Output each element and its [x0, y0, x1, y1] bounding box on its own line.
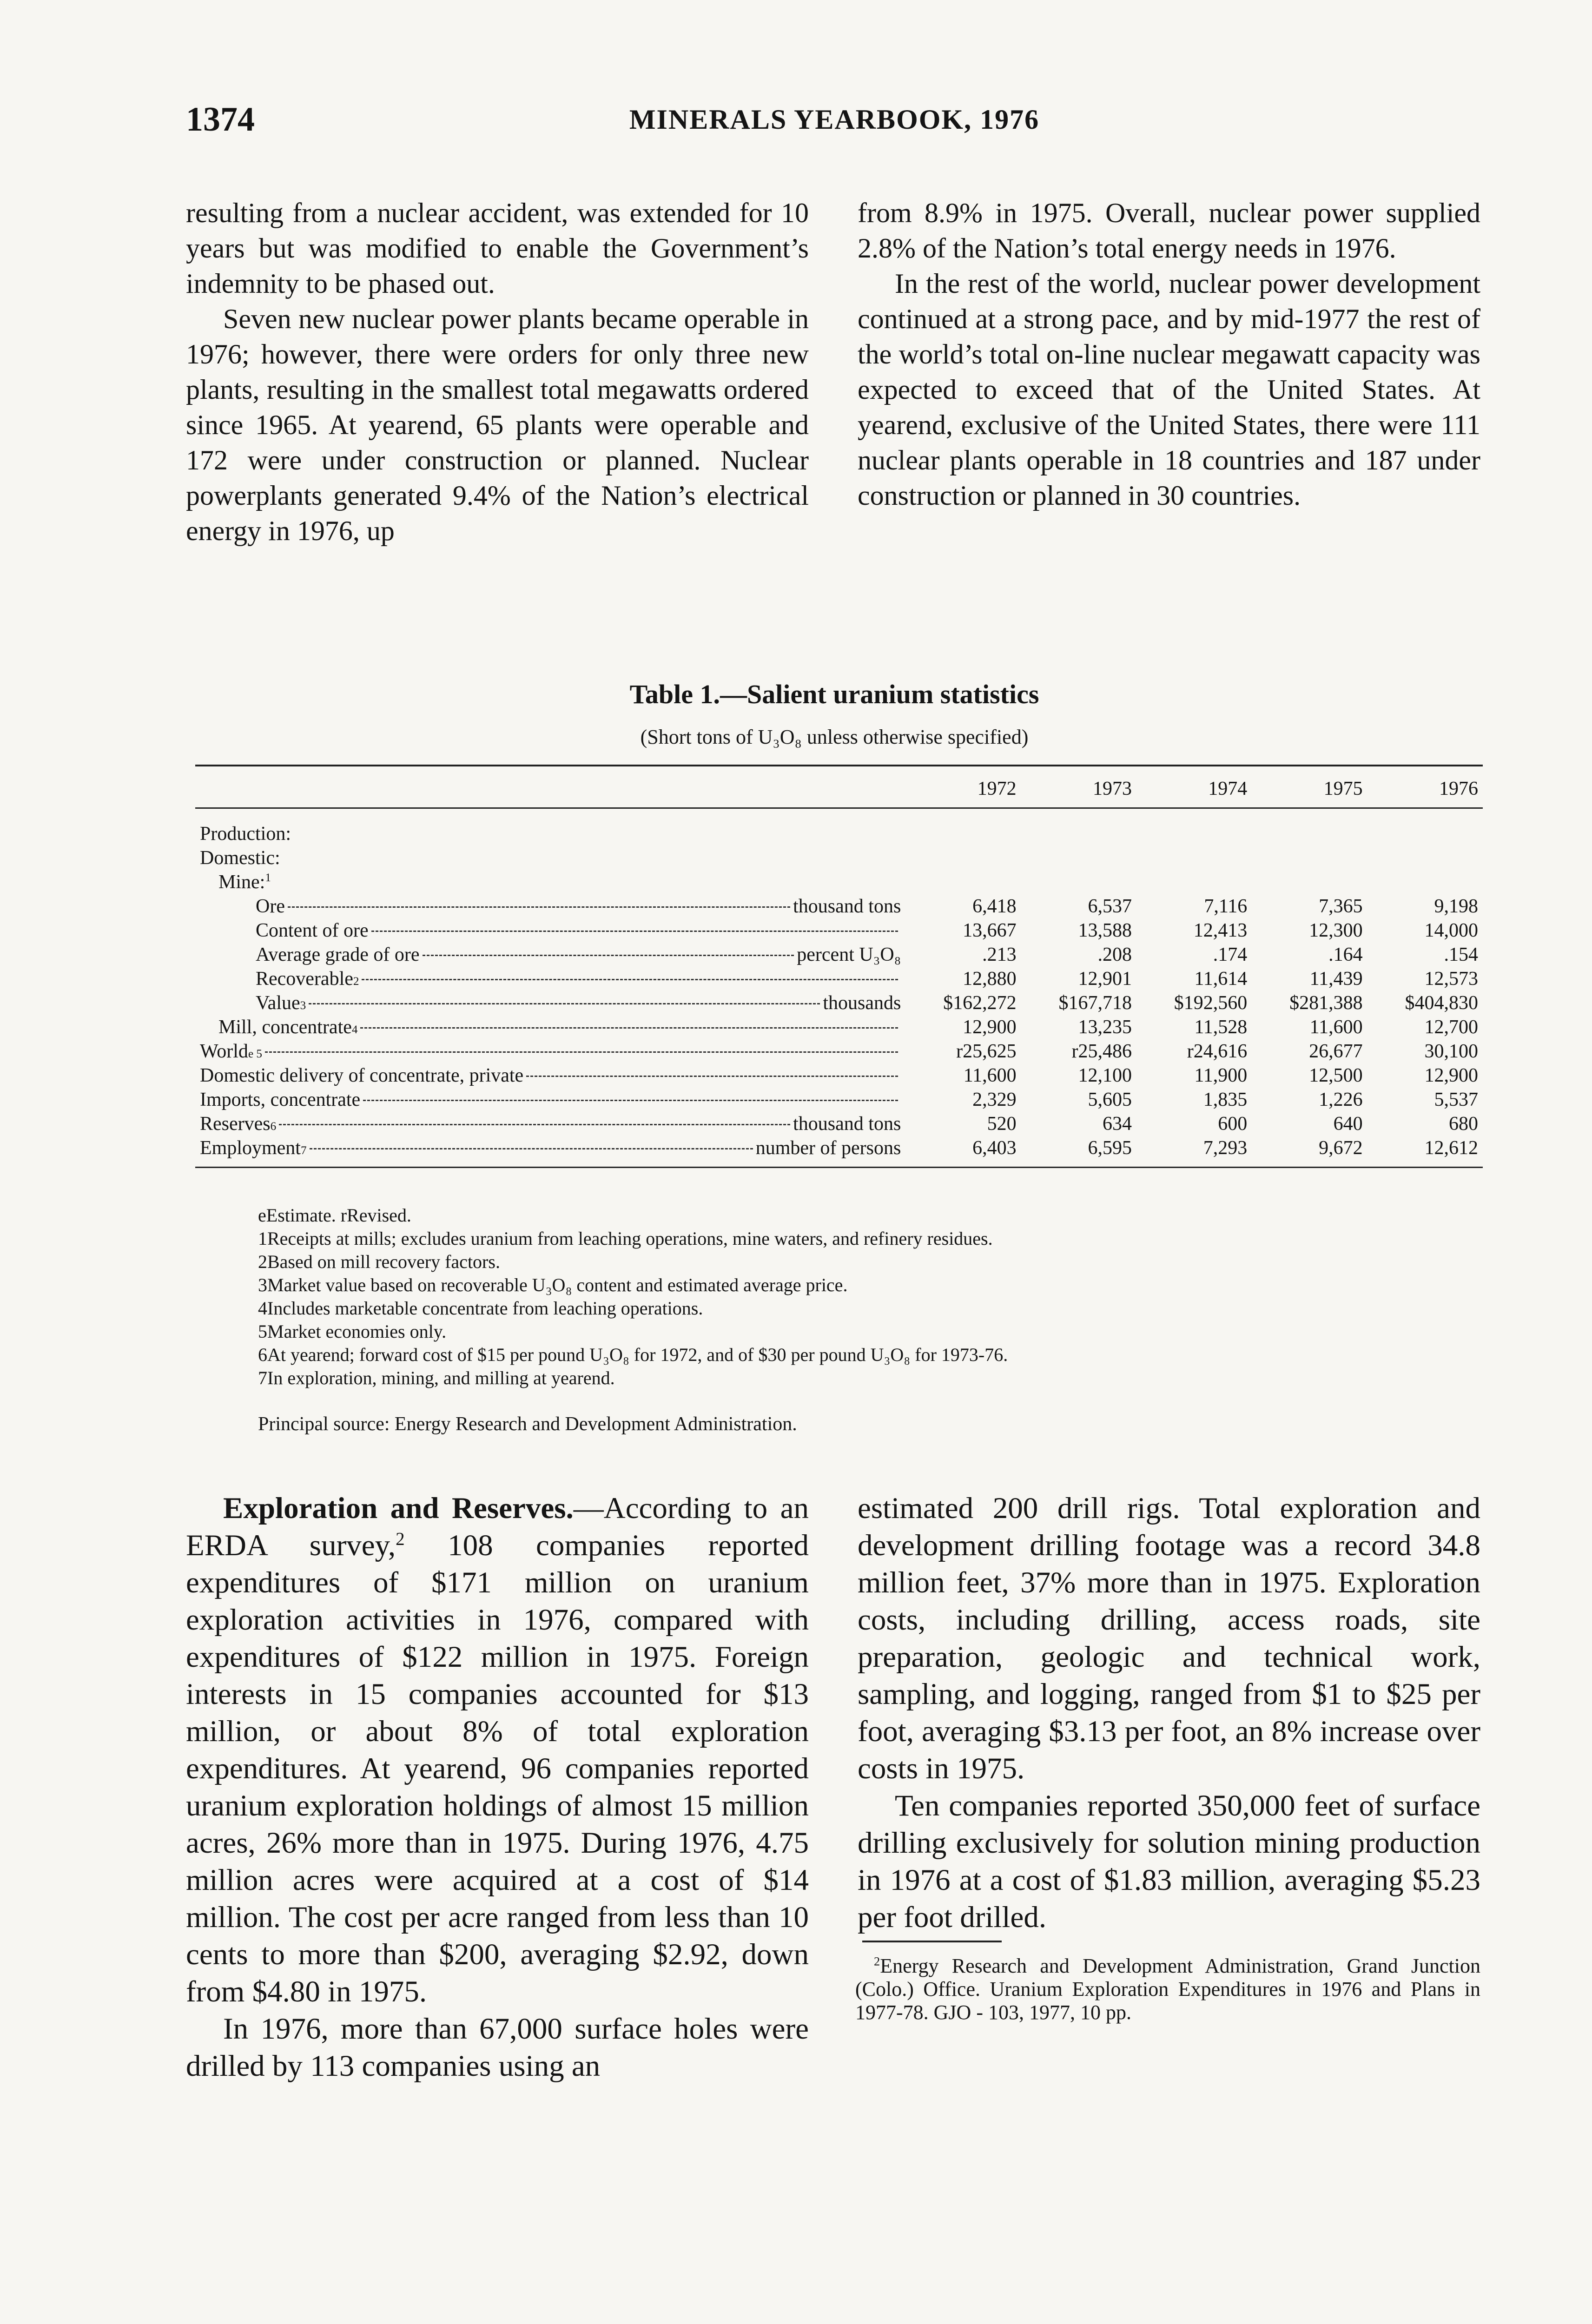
section-label: Production:: [200, 823, 291, 845]
row-label: Ore thousand tons: [256, 896, 901, 917]
table-cell: 12,901: [1078, 968, 1132, 990]
table-note: eEstimate. rRevised.: [258, 1205, 411, 1226]
table-note: 7In exploration, mining, and milling at yearend.: [258, 1367, 615, 1388]
table-row: [195, 1039, 1483, 1063]
table-cell: 12,900: [963, 1017, 1017, 1038]
paragraph: In 1976, more than 67,000 surface holes were drilled by 113 companies using an: [186, 2012, 809, 2083]
bottom-left-column: [186, 1490, 809, 2085]
row-label: Content of ore: [195, 918, 905, 943]
table-cell: 9,198: [1434, 896, 1478, 917]
section-row: [195, 846, 1483, 870]
table-cell: 11,900: [1194, 1065, 1248, 1086]
footnote-ref: 2: [396, 1529, 405, 1549]
table-cell: 12,100: [1078, 1065, 1132, 1086]
table-cell: 11,600: [1309, 1017, 1363, 1038]
table-cell: 30,100: [1424, 1041, 1478, 1062]
table-row: [195, 1015, 1483, 1039]
table-header-row: [195, 766, 1483, 808]
table-cell: .213: [982, 944, 1017, 965]
page-header: [186, 100, 1483, 142]
table-row: [195, 1063, 1483, 1088]
table-note: 2Based on mill recovery factors.: [258, 1251, 500, 1272]
column-header: 1976: [1439, 778, 1478, 799]
table-note: 4Includes marketable concentrate from leaching operations.: [258, 1298, 703, 1319]
column-header: 1974: [1208, 778, 1248, 799]
top-right-column: [858, 195, 1480, 513]
running-title: MINERALS YEARBOOK, 1976: [629, 104, 1040, 135]
table-cell: 7,293: [1203, 1137, 1248, 1159]
section-lead: Exploration and Reserves.: [223, 1492, 574, 1525]
table-cell: 634: [1102, 1113, 1132, 1135]
table-cell: $404,830: [1405, 992, 1478, 1014]
table-cell: 5,537: [1434, 1089, 1478, 1110]
table-cell: r25,625: [956, 1041, 1017, 1062]
table-cell: r25,486: [1071, 1041, 1132, 1062]
row-label: Recoverable 2: [195, 967, 905, 991]
table-cell: 12,413: [1193, 920, 1248, 941]
table-cell: 7,365: [1319, 896, 1363, 917]
table-subtitle: (Short tons of U₃O₈ unless otherwise specified): [640, 726, 1029, 748]
table-note: 5Market economies only.: [258, 1321, 447, 1342]
table-cell: .154: [1444, 944, 1478, 965]
section-label: Mine:$^1$: [218, 872, 271, 893]
row-label: World e 5: [195, 1039, 905, 1063]
top-left-column: [186, 195, 809, 548]
table-row: [195, 1136, 1483, 1168]
paragraph: Exploration and Reserves.—According to an ERDA survey,$^2$ 108 companies reported expenditures of $171 million on uranium exploration activities in 1976, compared with expenditures of $122 million in 1975. Foreign interests in 15 companies accounted for $13 million, or about 8% of total exploration expenditures. At yearend, 96 companies reported uranium exploration holdings of almost 15 million acres, 26% more than in 1975. During 1976, 4.75 million acres were acquired at a cost of $14 million. The cost per acre ranged from less than 10 cents to more than $200, averaging $2.92, down from $4.80 in 1975.: [186, 1492, 809, 2008]
paragraph: In the rest of the world, nuclear power development continued at a strong pace, and by mid-1977 the rest of the world’s total on-line nuclear megawatt capacity was expected to exceed that of the United States. At yearend, exclusive of the United States, there were 111 nuclear plants operable in 18 countries and 187 under construction or planned in 30 countries.: [858, 268, 1480, 511]
section-row: [195, 870, 1483, 894]
table-cell: .164: [1328, 944, 1363, 965]
table-note: 3Market value based on recoverable U₃O₈ content and estimated average price.: [258, 1274, 848, 1295]
table-cell: 6,403: [972, 1137, 1017, 1159]
footnote-rule: [862, 1941, 1002, 1942]
table-cell: 11,600: [963, 1065, 1017, 1086]
salient-statistics-table: [195, 765, 1483, 1168]
table-cell: 12,573: [1424, 968, 1478, 990]
section-label: Domestic:: [200, 847, 280, 869]
table-note: 1Receipts at mills; excludes uranium from leaching operations, mine waters, and refinery residues.: [258, 1228, 993, 1249]
table-cell: $192,560: [1174, 992, 1248, 1014]
row-label: Imports, concentrate: [195, 1088, 905, 1112]
table-cell: 12,500: [1309, 1065, 1363, 1086]
table-row: [195, 918, 1483, 943]
page-number: 1374: [186, 100, 255, 139]
table-cell: 11,528: [1194, 1017, 1248, 1038]
column-header: 1972: [977, 778, 1017, 799]
table-cell: 12,700: [1424, 1017, 1478, 1038]
row-label: Average grade of ore percent U₃O₈: [256, 944, 901, 965]
paragraph: Ten companies reported 350,000 feet of surface drilling exclusively for solution mining production in 1976 at a cost of $1.83 million, averaging $5.23 per foot drilled.: [858, 1789, 1480, 1934]
table-cell: 11,614: [1194, 968, 1248, 990]
paragraph: from 8.9% in 1975. Overall, nuclear power supplied 2.8% of the Nation’s total energy needs in 1976.: [858, 198, 1480, 264]
table-cell: 6,537: [1088, 896, 1132, 917]
table-cell: 9,672: [1319, 1137, 1363, 1159]
table-cell: .208: [1097, 944, 1132, 965]
table-cell: 1,226: [1319, 1089, 1363, 1110]
table-cell: 13,235: [1078, 1017, 1132, 1038]
table-cell: $281,388: [1289, 992, 1363, 1014]
table-cell: 12,300: [1309, 920, 1363, 941]
paragraph: resulting from a nuclear accident, was extended for 10 years but was modified to enable the Government’s indemnity to be phased out.: [186, 198, 809, 299]
table-cell: 2,329: [972, 1089, 1017, 1110]
table-cell: 7,116: [1204, 896, 1248, 917]
table-row: [195, 943, 1483, 967]
table-cell: 680: [1449, 1113, 1478, 1135]
table-row: [195, 991, 1483, 1015]
table-cell: 520: [987, 1113, 1017, 1135]
table-cell: 26,677: [1309, 1041, 1363, 1062]
table-cell: 12,612: [1424, 1137, 1478, 1159]
row-label: Employment 7 number of persons: [200, 1137, 901, 1159]
column-header: 1973: [1092, 778, 1132, 799]
table-source: Principal source: Energy Research and Development Administration.: [258, 1413, 797, 1435]
column-header: 1975: [1323, 778, 1363, 799]
table-cell: 1,835: [1203, 1089, 1248, 1110]
table-notes: [258, 1204, 1374, 1390]
table-cell: .174: [1213, 944, 1248, 965]
table-row: [195, 894, 1483, 918]
row-label: Mill, concentrate 4: [195, 1015, 905, 1039]
row-label: Reserves 6 thousand tons: [200, 1113, 901, 1135]
table-cell: r24,616: [1187, 1041, 1248, 1062]
table-cell: 11,439: [1309, 968, 1363, 990]
table-row: [195, 967, 1483, 991]
table-cell: 640: [1333, 1113, 1363, 1135]
table-cell: 5,605: [1088, 1089, 1132, 1110]
section-row: [195, 808, 1483, 846]
table-cell: 6,595: [1088, 1137, 1132, 1159]
table-cell: 12,880: [963, 968, 1017, 990]
paragraph: Seven new nuclear power plants became operable in 1976; however, there were orders for only three new plants, resulting in the smallest total megawatts ordered since 1965. At yearend, 65 plants were operable and 172 were under construction or planned. Nuclear powerplants generated 9.4% of the Nation’s electrical energy in 1976, up: [186, 304, 809, 546]
table-cell: $167,718: [1058, 992, 1132, 1014]
footnote: $^2$Energy Research and Development Administration, Grand Junction (Colo.) Office. Uranium Exploration Expenditures in 1976 and Plans in 1977-78. GJO - 103, 1977, 10 pp.: [855, 1954, 1480, 2024]
table-cell: 6,418: [972, 896, 1017, 917]
table-row: [195, 1112, 1483, 1136]
table-cell: 600: [1218, 1113, 1248, 1135]
table-cell: $162,272: [943, 992, 1017, 1014]
table-title: Table 1.—Salient uranium statistics: [629, 679, 1039, 709]
row-label: Domestic delivery of concentrate, private: [195, 1063, 905, 1088]
row-label: Value 3 thousands: [256, 992, 901, 1014]
table-cell: 13,588: [1078, 920, 1132, 941]
table-cell: 12,900: [1424, 1065, 1478, 1086]
paragraph: estimated 200 drill rigs. Total exploration and development drilling footage was a record 34.8 million feet, 37% more than in 1975. Exploration costs, including drilling, access roads, site preparation, geologic and technical work, sampling, and logging, ranged from $1 to $25 per foot, averaging $3.13 per foot, an 8% increase over costs in 1975.: [858, 1492, 1480, 1785]
table-cell: 14,000: [1424, 920, 1478, 941]
bottom-right-column: [858, 1490, 1480, 1936]
table-note: 6At yearend; forward cost of $15 per pound U₃O₈ for 1972, and of $30 per pound U₃O₈ for 1973-76.: [258, 1344, 1008, 1365]
table-row: [195, 1088, 1483, 1112]
table-cell: 13,667: [963, 920, 1017, 941]
